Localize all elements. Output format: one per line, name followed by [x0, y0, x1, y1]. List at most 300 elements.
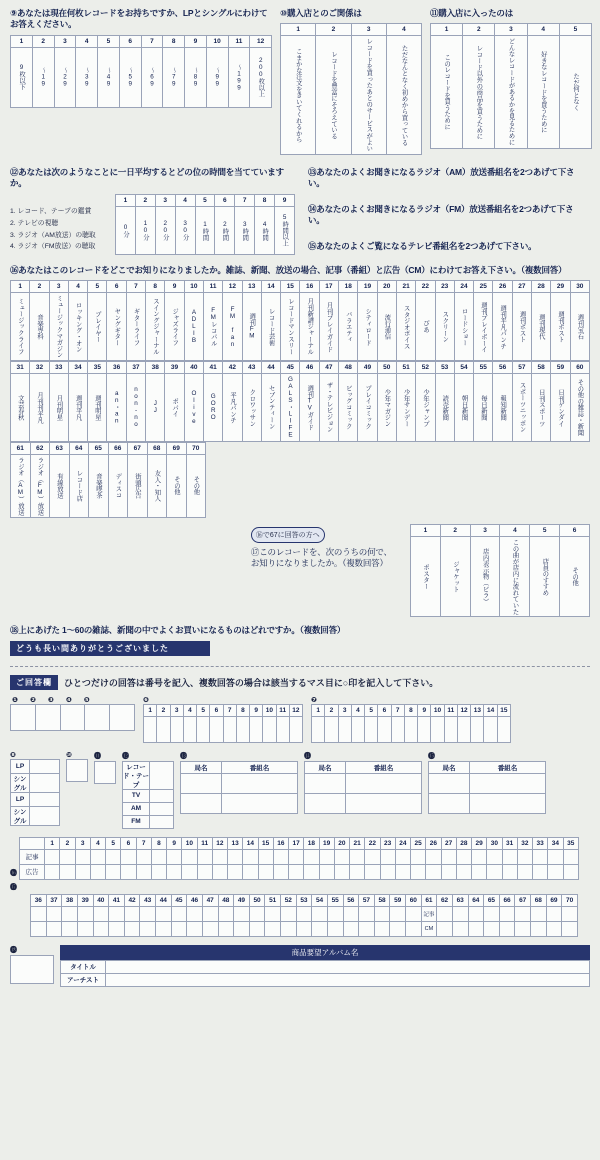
- answer-cell[interactable]: [182, 849, 197, 864]
- answer-cell[interactable]: [35, 704, 60, 730]
- answer-cell[interactable]: [77, 906, 93, 921]
- answer-cell[interactable]: [197, 864, 212, 879]
- answer-cell[interactable]: [374, 921, 390, 936]
- answer-cell[interactable]: [140, 906, 156, 921]
- answer-cell[interactable]: [144, 716, 157, 742]
- answer-cell[interactable]: [85, 704, 110, 730]
- answer-cell[interactable]: [390, 921, 406, 936]
- answer-q7-table[interactable]: [311, 704, 511, 743]
- answer-cell[interactable]: [234, 906, 250, 921]
- answer-cell[interactable]: [468, 921, 484, 936]
- cell: ～39: [76, 47, 98, 107]
- table-row[interactable]: [123, 761, 174, 789]
- answer-cell[interactable]: [276, 716, 289, 742]
- answer-cell[interactable]: [93, 921, 109, 936]
- answer-cell[interactable]: [140, 921, 156, 936]
- col-37: 37: [126, 362, 145, 374]
- col-70: 70: [562, 894, 578, 906]
- col-67: 67: [128, 442, 148, 454]
- table-row[interactable]: [67, 759, 88, 781]
- answer-cell[interactable]: [187, 906, 203, 921]
- answer-cell[interactable]: [223, 716, 236, 742]
- answer-cell[interactable]: [77, 921, 93, 936]
- table-row[interactable]: [11, 955, 54, 983]
- answer-cell[interactable]: [151, 849, 166, 864]
- col-2: 2: [325, 704, 338, 716]
- answer-grid-36-70[interactable]: [30, 894, 578, 937]
- answer-cell[interactable]: [197, 849, 212, 864]
- answer-cell[interactable]: [546, 921, 562, 936]
- answer-cell[interactable]: [106, 864, 121, 879]
- col-10: 10: [184, 281, 203, 293]
- table-row[interactable]: [305, 793, 422, 813]
- col-10: 10: [431, 704, 444, 716]
- answer-cell[interactable]: [497, 716, 510, 742]
- table-row[interactable]: [61, 973, 590, 986]
- answer-cell[interactable]: [312, 906, 328, 921]
- answer-cell[interactable]: [380, 864, 395, 879]
- answer-cell[interactable]: [265, 921, 281, 936]
- answer-cell[interactable]: [46, 906, 62, 921]
- cell: FM fan: [223, 293, 242, 361]
- answer-q15-table[interactable]: [428, 761, 546, 814]
- answer-cell[interactable]: [457, 716, 470, 742]
- answer-cell[interactable]: [484, 906, 500, 921]
- answer-cell[interactable]: [121, 849, 136, 864]
- answer-cell[interactable]: [157, 716, 170, 742]
- col-6: 6: [215, 194, 235, 206]
- table-row[interactable]: [11, 792, 60, 806]
- table-row[interactable]: [429, 793, 546, 813]
- table-row[interactable]: [123, 815, 174, 828]
- question-18: [10, 625, 590, 655]
- question-17-row: [10, 524, 590, 618]
- answer-cell[interactable]: [167, 864, 182, 879]
- table-row: [305, 761, 422, 773]
- answer-q15: [428, 751, 546, 814]
- answer-cell[interactable]: [136, 864, 151, 879]
- answer-cell[interactable]: [517, 864, 532, 879]
- col-1: 1: [281, 24, 316, 36]
- answer-cell[interactable]: [249, 906, 265, 921]
- table-row[interactable]: [123, 802, 174, 815]
- table-row[interactable]: [11, 704, 135, 730]
- answer-cell[interactable]: [60, 849, 75, 864]
- col-13: 13: [242, 281, 261, 293]
- answer-cell[interactable]: [150, 761, 174, 789]
- answer-cell[interactable]: [426, 849, 441, 864]
- answer-cell[interactable]: [202, 921, 218, 936]
- answer-cell[interactable]: [471, 716, 484, 742]
- table-row[interactable]: [123, 789, 174, 802]
- col-54: 54: [312, 894, 328, 906]
- answer-cell[interactable]: [106, 973, 590, 986]
- table-row[interactable]: [31, 906, 578, 921]
- answer-q18-table[interactable]: [10, 955, 54, 984]
- answer-cell[interactable]: [312, 716, 325, 742]
- table-row[interactable]: [20, 849, 579, 864]
- answer-cell[interactable]: [411, 864, 426, 879]
- answer-cell[interactable]: [182, 864, 197, 879]
- answer-cell[interactable]: [45, 864, 60, 879]
- answer-cell[interactable]: [75, 849, 90, 864]
- col-53: 53: [296, 894, 312, 906]
- answer-cell[interactable]: [11, 704, 36, 730]
- answer-cell[interactable]: [197, 716, 210, 742]
- answer-cell[interactable]: [327, 906, 343, 921]
- answer-cell[interactable]: [212, 849, 227, 864]
- answer-cell[interactable]: [533, 864, 548, 879]
- answer-cell[interactable]: [484, 921, 500, 936]
- answer-cell[interactable]: [304, 864, 319, 879]
- answer-cell[interactable]: [562, 906, 578, 921]
- question-16-grid: [10, 280, 590, 517]
- table-row[interactable]: [305, 773, 422, 793]
- answer-cell[interactable]: [426, 864, 441, 879]
- answer-grid-1-35[interactable]: [19, 837, 579, 880]
- answer-q6-table[interactable]: [143, 704, 303, 743]
- answer-cell[interactable]: [273, 849, 288, 864]
- answer-cell[interactable]: [517, 849, 532, 864]
- answer-cell[interactable]: [325, 716, 338, 742]
- answer-cell[interactable]: [228, 864, 243, 879]
- answer-cell[interactable]: [431, 716, 444, 742]
- col-30: 30: [487, 837, 502, 849]
- answer-q10-table[interactable]: [66, 759, 88, 782]
- answer-cell[interactable]: [222, 793, 298, 813]
- answer-cell[interactable]: [187, 921, 203, 936]
- answer-cell[interactable]: [515, 921, 531, 936]
- answer-q14-table[interactable]: [304, 761, 422, 814]
- answer-cell[interactable]: [395, 849, 410, 864]
- cell: ザ・テレビジョン: [319, 374, 338, 441]
- question-12-scale-table: [115, 194, 295, 255]
- answer-cell[interactable]: [281, 906, 297, 921]
- answer-cell[interactable]: [319, 849, 334, 864]
- footer-band: 商品要望アルバム名: [60, 945, 590, 960]
- answer-cell[interactable]: [124, 921, 140, 936]
- answer-cell[interactable]: [243, 849, 258, 864]
- col-5: 5: [365, 704, 378, 716]
- answer-cell[interactable]: [548, 849, 563, 864]
- answer-cell[interactable]: [327, 921, 343, 936]
- answer-cell[interactable]: [395, 864, 410, 879]
- col-3: 3: [54, 35, 76, 47]
- table-row[interactable]: [181, 793, 298, 813]
- footer-table[interactable]: [60, 960, 590, 987]
- answer-cell[interactable]: [265, 906, 281, 921]
- answer-cell[interactable]: [263, 716, 276, 742]
- answer-cell[interactable]: [181, 793, 222, 813]
- answer-cell[interactable]: [456, 849, 471, 864]
- answer-cell[interactable]: [429, 773, 470, 793]
- answer-cell[interactable]: [472, 864, 487, 879]
- col-43: 43: [140, 894, 156, 906]
- answer-cell[interactable]: [484, 716, 497, 742]
- answer-cell[interactable]: [62, 921, 78, 936]
- cell: ビッグコミック: [339, 374, 358, 441]
- question-12-title: ⑫あなたは次のようなことに一日平均するとどの位の時間を当てていますか。: [10, 166, 284, 189]
- answer-cell[interactable]: [11, 955, 54, 983]
- answer-cell[interactable]: [150, 802, 174, 815]
- col-62: 62: [30, 442, 50, 454]
- answer-cell[interactable]: [156, 921, 172, 936]
- col-23: 23: [435, 281, 454, 293]
- answer-q1-5-table[interactable]: [10, 704, 135, 731]
- answer-cell[interactable]: [487, 849, 502, 864]
- answer-cell[interactable]: [406, 921, 422, 936]
- jump-note: ⑯で67に回答の方へ: [251, 527, 325, 543]
- answer-cell[interactable]: [437, 921, 453, 936]
- answer-cell[interactable]: [234, 921, 250, 936]
- answer-cell[interactable]: [563, 864, 579, 879]
- answer-cell[interactable]: [346, 773, 422, 793]
- answer-cell[interactable]: [258, 849, 273, 864]
- answer-cell[interactable]: [365, 716, 378, 742]
- answer-cell[interactable]: [90, 849, 105, 864]
- table-row: [31, 894, 578, 906]
- table-row[interactable]: [31, 921, 578, 936]
- answer-cell[interactable]: [444, 716, 457, 742]
- answer-cell[interactable]: [312, 921, 328, 936]
- answer-cell[interactable]: [236, 716, 249, 742]
- answer-cell[interactable]: [31, 906, 47, 921]
- answer-cell[interactable]: [351, 716, 364, 742]
- answer-cell[interactable]: [289, 716, 302, 742]
- answer-cell[interactable]: [365, 849, 380, 864]
- cell: ただなんとなく初めから買っている: [386, 36, 421, 154]
- answer-cell[interactable]: [548, 864, 563, 879]
- answer-cell[interactable]: [296, 906, 312, 921]
- answer-cell[interactable]: [258, 864, 273, 879]
- answer-cell[interactable]: [404, 716, 417, 742]
- table-row[interactable]: [11, 806, 60, 825]
- answer-cell[interactable]: [106, 960, 590, 973]
- answer-cell[interactable]: [273, 864, 288, 879]
- answer-cell[interactable]: [319, 864, 334, 879]
- answer-cell[interactable]: [563, 849, 579, 864]
- answer-cell[interactable]: [391, 716, 404, 742]
- answer-q13-table[interactable]: [180, 761, 298, 814]
- answer-cell[interactable]: [452, 906, 468, 921]
- answer-cell[interactable]: [359, 906, 375, 921]
- answer-cell[interactable]: [437, 906, 453, 921]
- table-row[interactable]: [61, 960, 590, 973]
- answer-cell[interactable]: [346, 793, 422, 813]
- answer-cell[interactable]: [181, 773, 222, 793]
- answer-cell[interactable]: [305, 793, 346, 813]
- cell: ジャズライフ: [165, 293, 184, 361]
- answer-cell[interactable]: [515, 906, 531, 921]
- answer-cell[interactable]: [472, 849, 487, 864]
- col-38: 38: [146, 362, 165, 374]
- col-18: 18: [304, 837, 319, 849]
- answer-cell[interactable]: [421, 921, 437, 936]
- answer-cell[interactable]: [281, 921, 297, 936]
- answer-cell[interactable]: [228, 849, 243, 864]
- answer-cell[interactable]: [222, 773, 298, 793]
- table-row[interactable]: [11, 773, 60, 792]
- answer-cell[interactable]: [487, 864, 502, 879]
- answer-cell[interactable]: [75, 864, 90, 879]
- table-row[interactable]: [11, 759, 60, 773]
- answer-cell[interactable]: [334, 864, 349, 879]
- col-9: 9: [185, 35, 207, 47]
- answer-cell[interactable]: [124, 906, 140, 921]
- answer-cell[interactable]: [46, 921, 62, 936]
- table-row: [11, 281, 590, 293]
- answer-cell[interactable]: [456, 864, 471, 879]
- answer-cell[interactable]: [411, 849, 426, 864]
- answer-cell[interactable]: [171, 921, 187, 936]
- answer-cell[interactable]: [30, 759, 60, 773]
- badge-12: ⓬: [122, 752, 129, 760]
- answer-cell[interactable]: [183, 716, 196, 742]
- cell: ディスコ: [108, 454, 128, 517]
- answer-cell[interactable]: [31, 921, 47, 936]
- row-label-artist: アーチスト: [61, 973, 106, 986]
- cell: こまかな注文をきいてくれるから: [281, 36, 316, 154]
- answer-cell[interactable]: [374, 906, 390, 921]
- answer-cell[interactable]: [468, 906, 484, 921]
- answer-cell[interactable]: [296, 921, 312, 936]
- question-11: [430, 8, 592, 149]
- answer-cell[interactable]: [289, 864, 304, 879]
- question-16-block: [10, 361, 590, 441]
- answer-cell[interactable]: [136, 849, 151, 864]
- answer-cell[interactable]: [338, 716, 351, 742]
- answer-cell[interactable]: [93, 906, 109, 921]
- table-row[interactable]: [312, 716, 511, 742]
- answer-cell[interactable]: [60, 864, 75, 879]
- cell: 月刊新譜ジャーナル: [300, 293, 319, 361]
- answer-cell[interactable]: [350, 864, 365, 879]
- answer-cell[interactable]: [30, 773, 60, 792]
- answer-cell[interactable]: [212, 864, 227, 879]
- answer-cell[interactable]: [150, 815, 174, 828]
- answer-cell[interactable]: [343, 906, 359, 921]
- answer-cell[interactable]: [499, 921, 515, 936]
- cell: セブンティーン: [261, 374, 280, 441]
- answer-cell[interactable]: [60, 704, 85, 730]
- answer-cell[interactable]: [406, 906, 422, 921]
- col-16: 16: [273, 837, 288, 849]
- col-11: 11: [203, 281, 222, 293]
- answer-cell[interactable]: [62, 906, 78, 921]
- cell: その他: [167, 454, 187, 517]
- answer-cell[interactable]: [562, 921, 578, 936]
- answer-cell[interactable]: [30, 792, 60, 806]
- answer-cell[interactable]: [150, 789, 174, 802]
- answer-cell[interactable]: [531, 906, 547, 921]
- answer-cell[interactable]: [470, 773, 546, 793]
- answer-cell[interactable]: [109, 921, 125, 936]
- answer-cell[interactable]: [441, 864, 456, 879]
- answer-cell[interactable]: [121, 864, 136, 879]
- table-row[interactable]: [20, 864, 579, 879]
- answer-cell[interactable]: [421, 906, 437, 921]
- answer-cell[interactable]: [30, 806, 60, 825]
- answer-cell[interactable]: [210, 716, 223, 742]
- mid-question-row: [10, 167, 590, 255]
- table-row[interactable]: [429, 773, 546, 793]
- answer-cell[interactable]: [350, 849, 365, 864]
- answer-cell[interactable]: [167, 849, 182, 864]
- answer-cell[interactable]: [334, 849, 349, 864]
- answer-cell[interactable]: [470, 793, 546, 813]
- answer-cell[interactable]: [418, 716, 431, 742]
- answer-cell[interactable]: [441, 849, 456, 864]
- answer-cell[interactable]: [378, 716, 391, 742]
- answer-cell[interactable]: [452, 921, 468, 936]
- answer-cell[interactable]: [170, 716, 183, 742]
- answer-cell[interactable]: [499, 906, 515, 921]
- answer-cell[interactable]: [502, 864, 517, 879]
- col-38: 38: [62, 894, 78, 906]
- answer-cell[interactable]: [343, 921, 359, 936]
- answer-cell[interactable]: [365, 864, 380, 879]
- answer-cell[interactable]: [533, 849, 548, 864]
- answer-q12-table[interactable]: [122, 761, 174, 829]
- table-row: [20, 837, 579, 849]
- answer-cell[interactable]: [109, 906, 125, 921]
- answer-cell[interactable]: [67, 759, 88, 781]
- answer-cell[interactable]: [202, 906, 218, 921]
- answer-cell[interactable]: [106, 849, 121, 864]
- answer-cell[interactable]: [390, 906, 406, 921]
- answer-cell[interactable]: [546, 906, 562, 921]
- answer-cell[interactable]: [45, 849, 60, 864]
- col-52: 52: [281, 894, 297, 906]
- answer-cell[interactable]: [218, 921, 234, 936]
- answer-q8-table[interactable]: [10, 759, 60, 826]
- answer-sheet-note: ひとつだけの回答は番号を記入、複数回答の場合は該当するマス目に○印を記入して下さい。: [64, 677, 439, 688]
- answer-cell[interactable]: [359, 921, 375, 936]
- answer-cell[interactable]: [289, 849, 304, 864]
- answer-cell[interactable]: [243, 864, 258, 879]
- answer-cell[interactable]: [380, 849, 395, 864]
- table-row: [411, 536, 590, 617]
- answer-cell[interactable]: [429, 793, 470, 813]
- col-4: 4: [527, 24, 559, 36]
- answer-cell[interactable]: [90, 864, 105, 879]
- answer-cell[interactable]: [502, 849, 517, 864]
- col-28: 28: [456, 837, 471, 849]
- answer-cell[interactable]: [249, 921, 265, 936]
- table-row[interactable]: [144, 716, 303, 742]
- answer-cell[interactable]: [110, 704, 135, 730]
- question-10-table: [280, 23, 422, 154]
- answer-cell[interactable]: [531, 921, 547, 936]
- answer-cell[interactable]: [95, 761, 116, 783]
- cell: その他: [186, 454, 206, 517]
- answer-cell[interactable]: [156, 906, 172, 921]
- col-9: 9: [167, 837, 182, 849]
- answer-cell[interactable]: [304, 849, 319, 864]
- col-2: 2: [316, 24, 351, 36]
- answer-cell[interactable]: [218, 906, 234, 921]
- cell: ロードショー: [454, 293, 473, 361]
- col-19: 19: [358, 281, 377, 293]
- answer-q11-table[interactable]: [94, 761, 116, 784]
- table-row[interactable]: [181, 773, 298, 793]
- answer-cell[interactable]: [305, 773, 346, 793]
- table-row[interactable]: [95, 761, 116, 783]
- answer-cell[interactable]: [151, 864, 166, 879]
- answer-cell[interactable]: [250, 716, 263, 742]
- answer-cell[interactable]: [171, 906, 187, 921]
- col-8: 8: [404, 704, 417, 716]
